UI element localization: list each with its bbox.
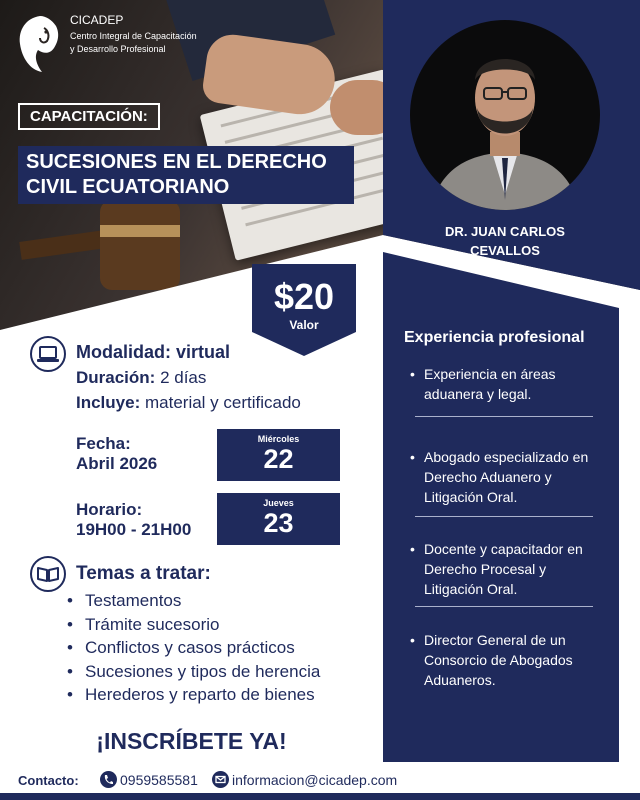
lion-logo-icon — [14, 14, 66, 74]
contact-email[interactable]: informacion@cicadep.com — [232, 772, 398, 788]
modalidad-value: virtual — [176, 342, 231, 362]
duracion-value: 2 días — [160, 368, 207, 387]
horario-label: Horario: — [76, 500, 143, 519]
incluye-row — [76, 393, 301, 413]
speaker-name-line: CEVALLOS — [470, 243, 540, 258]
experience-item: • Docente y capacitador en Derecho Procesal y Litigación Oral. — [410, 539, 600, 599]
experience-title: Experiencia profesional — [404, 329, 585, 346]
date-box — [217, 429, 340, 481]
mail-icon — [212, 771, 229, 788]
cta-heading: ¡INSCRÍBETE YA! — [96, 728, 287, 754]
book-icon — [30, 556, 66, 592]
price-amount: $20 — [273, 276, 335, 317]
fecha-label: Fecha: — [76, 434, 131, 453]
duracion-row — [76, 368, 206, 388]
topics-title: Temas a tratar: — [76, 563, 211, 584]
experience-list — [410, 364, 600, 690]
fecha-value: Abril 2026 — [76, 454, 158, 473]
divider — [415, 416, 593, 417]
modalidad-label: Modalidad: — [76, 342, 171, 362]
date-weekday: Jueves — [263, 498, 294, 508]
speaker-portrait-icon — [410, 20, 600, 210]
experience-item: • Director General de un Consorcio de Abogados Aduaneros. — [410, 630, 600, 690]
incluye-value: material y certificado — [144, 393, 301, 412]
incluye-label: Incluye: — [76, 393, 141, 412]
topic-item: • Testamentos — [67, 589, 320, 613]
date-weekday: Miércoles — [257, 434, 300, 444]
topic-item: • Trámite sucesorio — [67, 613, 320, 637]
date-number: 23 — [263, 508, 294, 538]
date-number: 22 — [263, 444, 294, 474]
divider — [415, 516, 593, 517]
experience-item: • Abogado especializado en Derecho Aduanero y Litigación Oral. — [410, 447, 600, 507]
speaker-name — [430, 222, 580, 260]
horario-value: 19H00 - 21H00 — [76, 520, 192, 539]
brand-subtitle: Centro Integral de Capacitación y Desarrollo Profesional — [70, 31, 197, 54]
divider — [415, 606, 593, 607]
price-label: Valor — [289, 318, 319, 332]
phone-icon — [100, 771, 117, 788]
speaker-photo — [410, 20, 600, 210]
experience-item: • Experiencia en áreas aduanera y legal. — [410, 364, 600, 404]
brand-name: CICADEP — [70, 13, 124, 27]
speaker-name-line: DR. JUAN CARLOS — [445, 224, 565, 239]
course-tag: CAPACITACIÓN: — [18, 103, 160, 130]
duracion-label: Duración: — [76, 368, 156, 387]
laptop-icon — [30, 336, 66, 372]
course-title — [18, 146, 354, 204]
modalidad-row — [76, 342, 230, 363]
footer-bar — [0, 793, 640, 800]
course-title-line: CIVIL ECUATORIANO — [26, 176, 230, 198]
topic-item: • Conflictos y casos prácticos — [67, 636, 320, 660]
topic-item: • Herederos y reparto de bienes — [67, 683, 320, 707]
contact-phone[interactable]: 0959585581 — [120, 772, 198, 788]
contact-label: Contacto: — [18, 773, 79, 788]
topics-list — [67, 589, 320, 707]
date-box — [217, 493, 340, 545]
topic-item: • Sucesiones y tipos de herencia — [67, 660, 320, 684]
course-title-line: SUCESIONES EN EL DERECHO — [26, 151, 327, 173]
